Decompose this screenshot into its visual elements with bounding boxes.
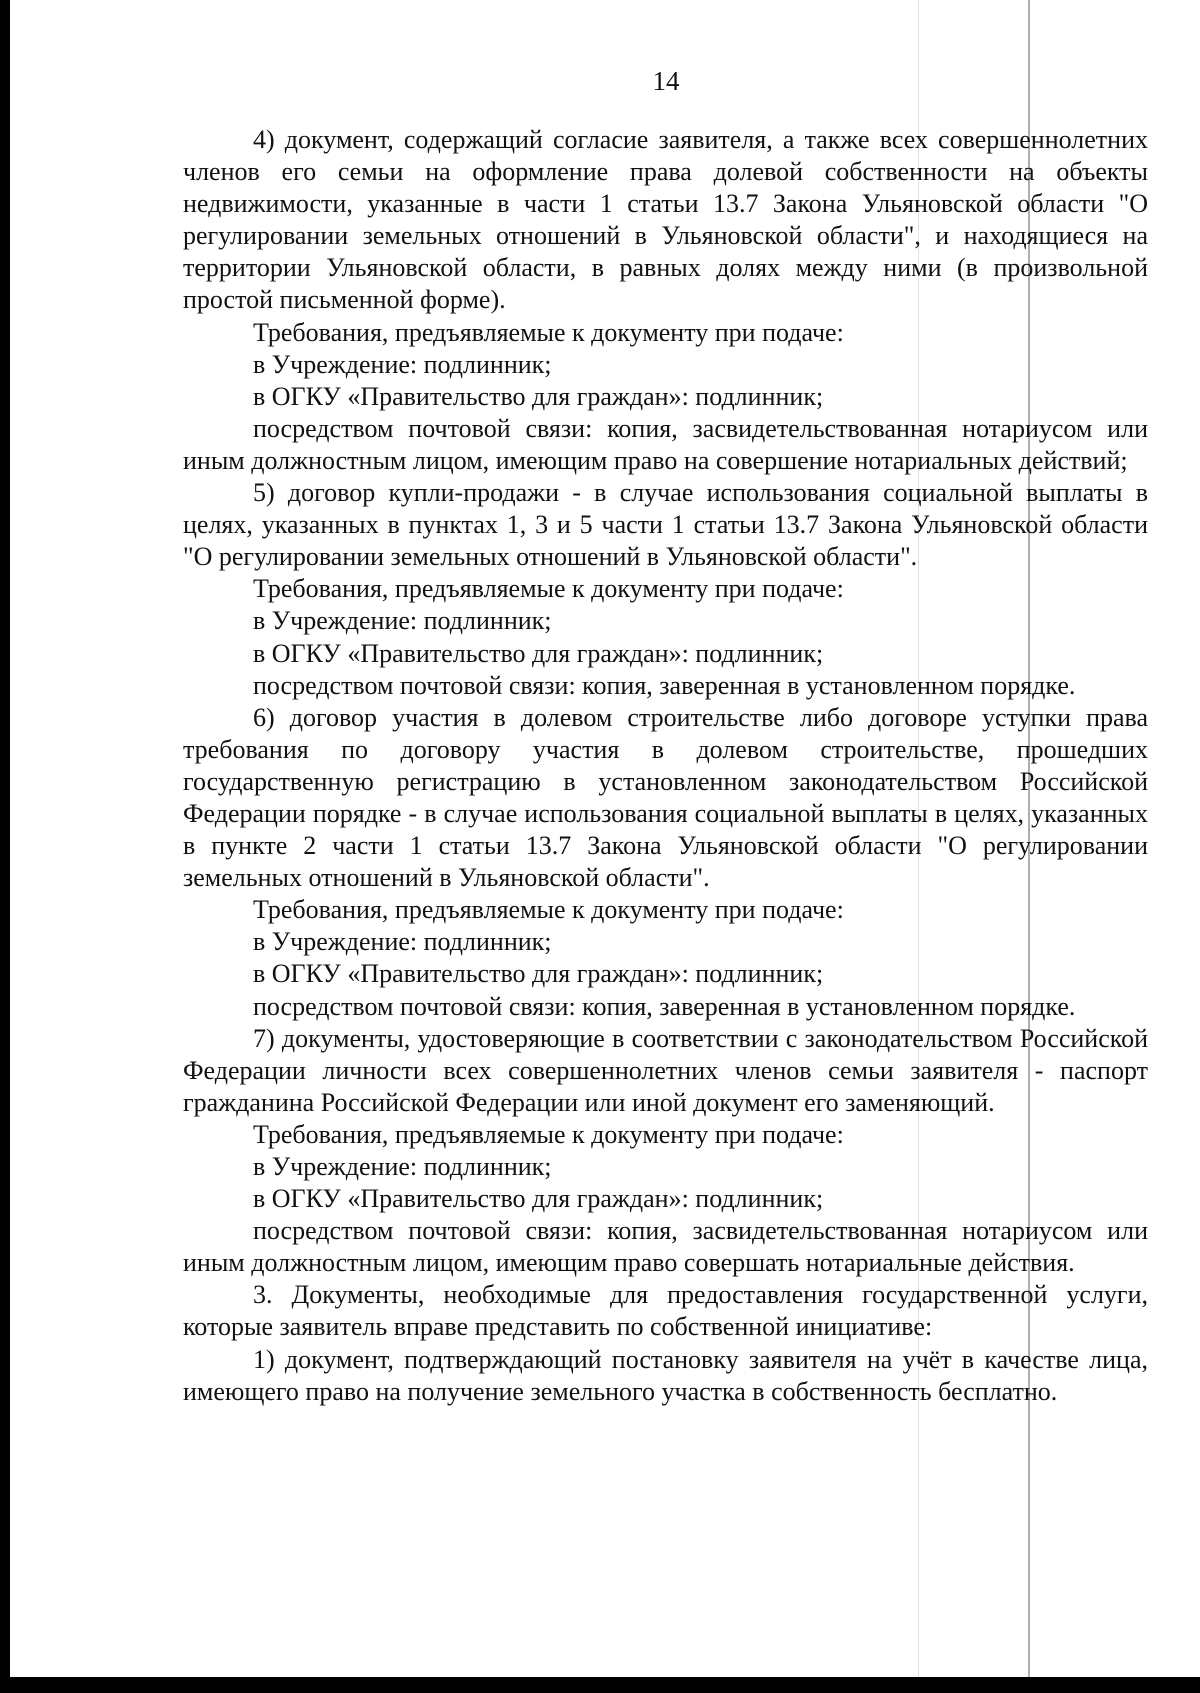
requirement-ogku: в ОГКУ «Правительство для граждан»: подлинник; [253,1184,824,1214]
requirements-heading: Требования, предъявляемые к документу при подаче: [253,574,844,604]
requirement-postal: посредством почтовой связи: копия, заверенная в установленном порядке. [253,670,1076,700]
requirement-postal: посредством почтовой связи: копия, заверенная в установленном порядке. [253,991,1076,1021]
requirement-institution: в Учреждение: подлинник; [253,927,552,957]
requirement-postal: посредством почтовой связи: копия, засвидетельствованная нотариусом или иным должностным лицом, имеющим право совершать нотариальные действия. [183,1216,1148,1278]
requirement-institution: в Учреждение: подлинник; [253,606,552,636]
document-body [183,124,1148,1408]
section-3-optional-documents: 3. Документы, необходимые для предоставления государственной услуги, которые заявитель вправе представить по собственной инициативе: [183,1280,1148,1342]
requirements-heading: Требования, предъявляемые к документу при подаче: [253,895,844,925]
requirement-ogku: в ОГКУ «Правительство для граждан»: подлинник; [253,959,824,989]
item-5-sale-contract: 5) договор купли-продажи - в случае использования социальной выплаты в целях, указанных в пунктах 1, 3 и 5 части 1 статьи 13.7 Закона Ульяновской области "О регулировании земельных отношений в Ульяновской области". [183,478,1148,572]
section-3-item-1-registration-document: 1) документ, подтверждающий постановку заявителя на учёт в качестве лица, имеющего право на получение земельного участка в собственность бесплатно. [183,1344,1148,1406]
requirements-heading: Требования, предъявляемые к документу при подаче: [253,1119,844,1149]
item-6-shared-construction-contract: 6) договор участия в долевом строительстве либо договоре уступки права требования по договору участия в долевом строительстве, прошедших государственную регистрацию в установленном законодательством Российской Федерации порядке - в случае использования социальной выплаты в целях, указанных в пункте 2 части 1 статьи 13.7 Закона Ульяновской области "О регулировании земельных отношений в Ульяновской области". [183,702,1148,893]
scan-bottom-edge [0,1677,1200,1693]
page-number: 14 [652,66,680,96]
requirements-heading: Требования, предъявляемые к документу при подаче: [253,317,844,347]
requirement-institution: в Учреждение: подлинник; [253,349,552,379]
item-7-identity-documents: 7) документы, удостоверяющие в соответствии с законодательством Российской Федерации личности всех совершеннолетних членов семьи заявителя - паспорт гражданина Российской Федерации или иной документ его заменяющий. [183,1023,1148,1117]
requirement-ogku: в ОГКУ «Правительство для граждан»: подлинник; [253,638,824,668]
requirement-institution: в Учреждение: подлинник; [253,1152,552,1181]
requirement-ogku: в ОГКУ «Правительство для граждан»: подлинник; [253,381,824,411]
scan-left-edge [0,0,10,1693]
item-4-consent-document: 4) документ, содержащий согласие заявителя, а также всех совершеннолетних членов его семьи на оформление права долевой собственности на объекты недвижимости, указанные в части 1 статьи 13.7 Закона Ульяновской области "О регулировании земельных отношений в Ульяновской области", и находящиеся на территории Ульяновской области, в равных долях между ними (в произвольной простой письменной форме). [183,125,1148,315]
requirement-postal: посредством почтовой связи: копия, засвидетельствованная нотариусом или иным должностным лицом, имеющим право на совершение нотариальных действий; [183,413,1148,475]
